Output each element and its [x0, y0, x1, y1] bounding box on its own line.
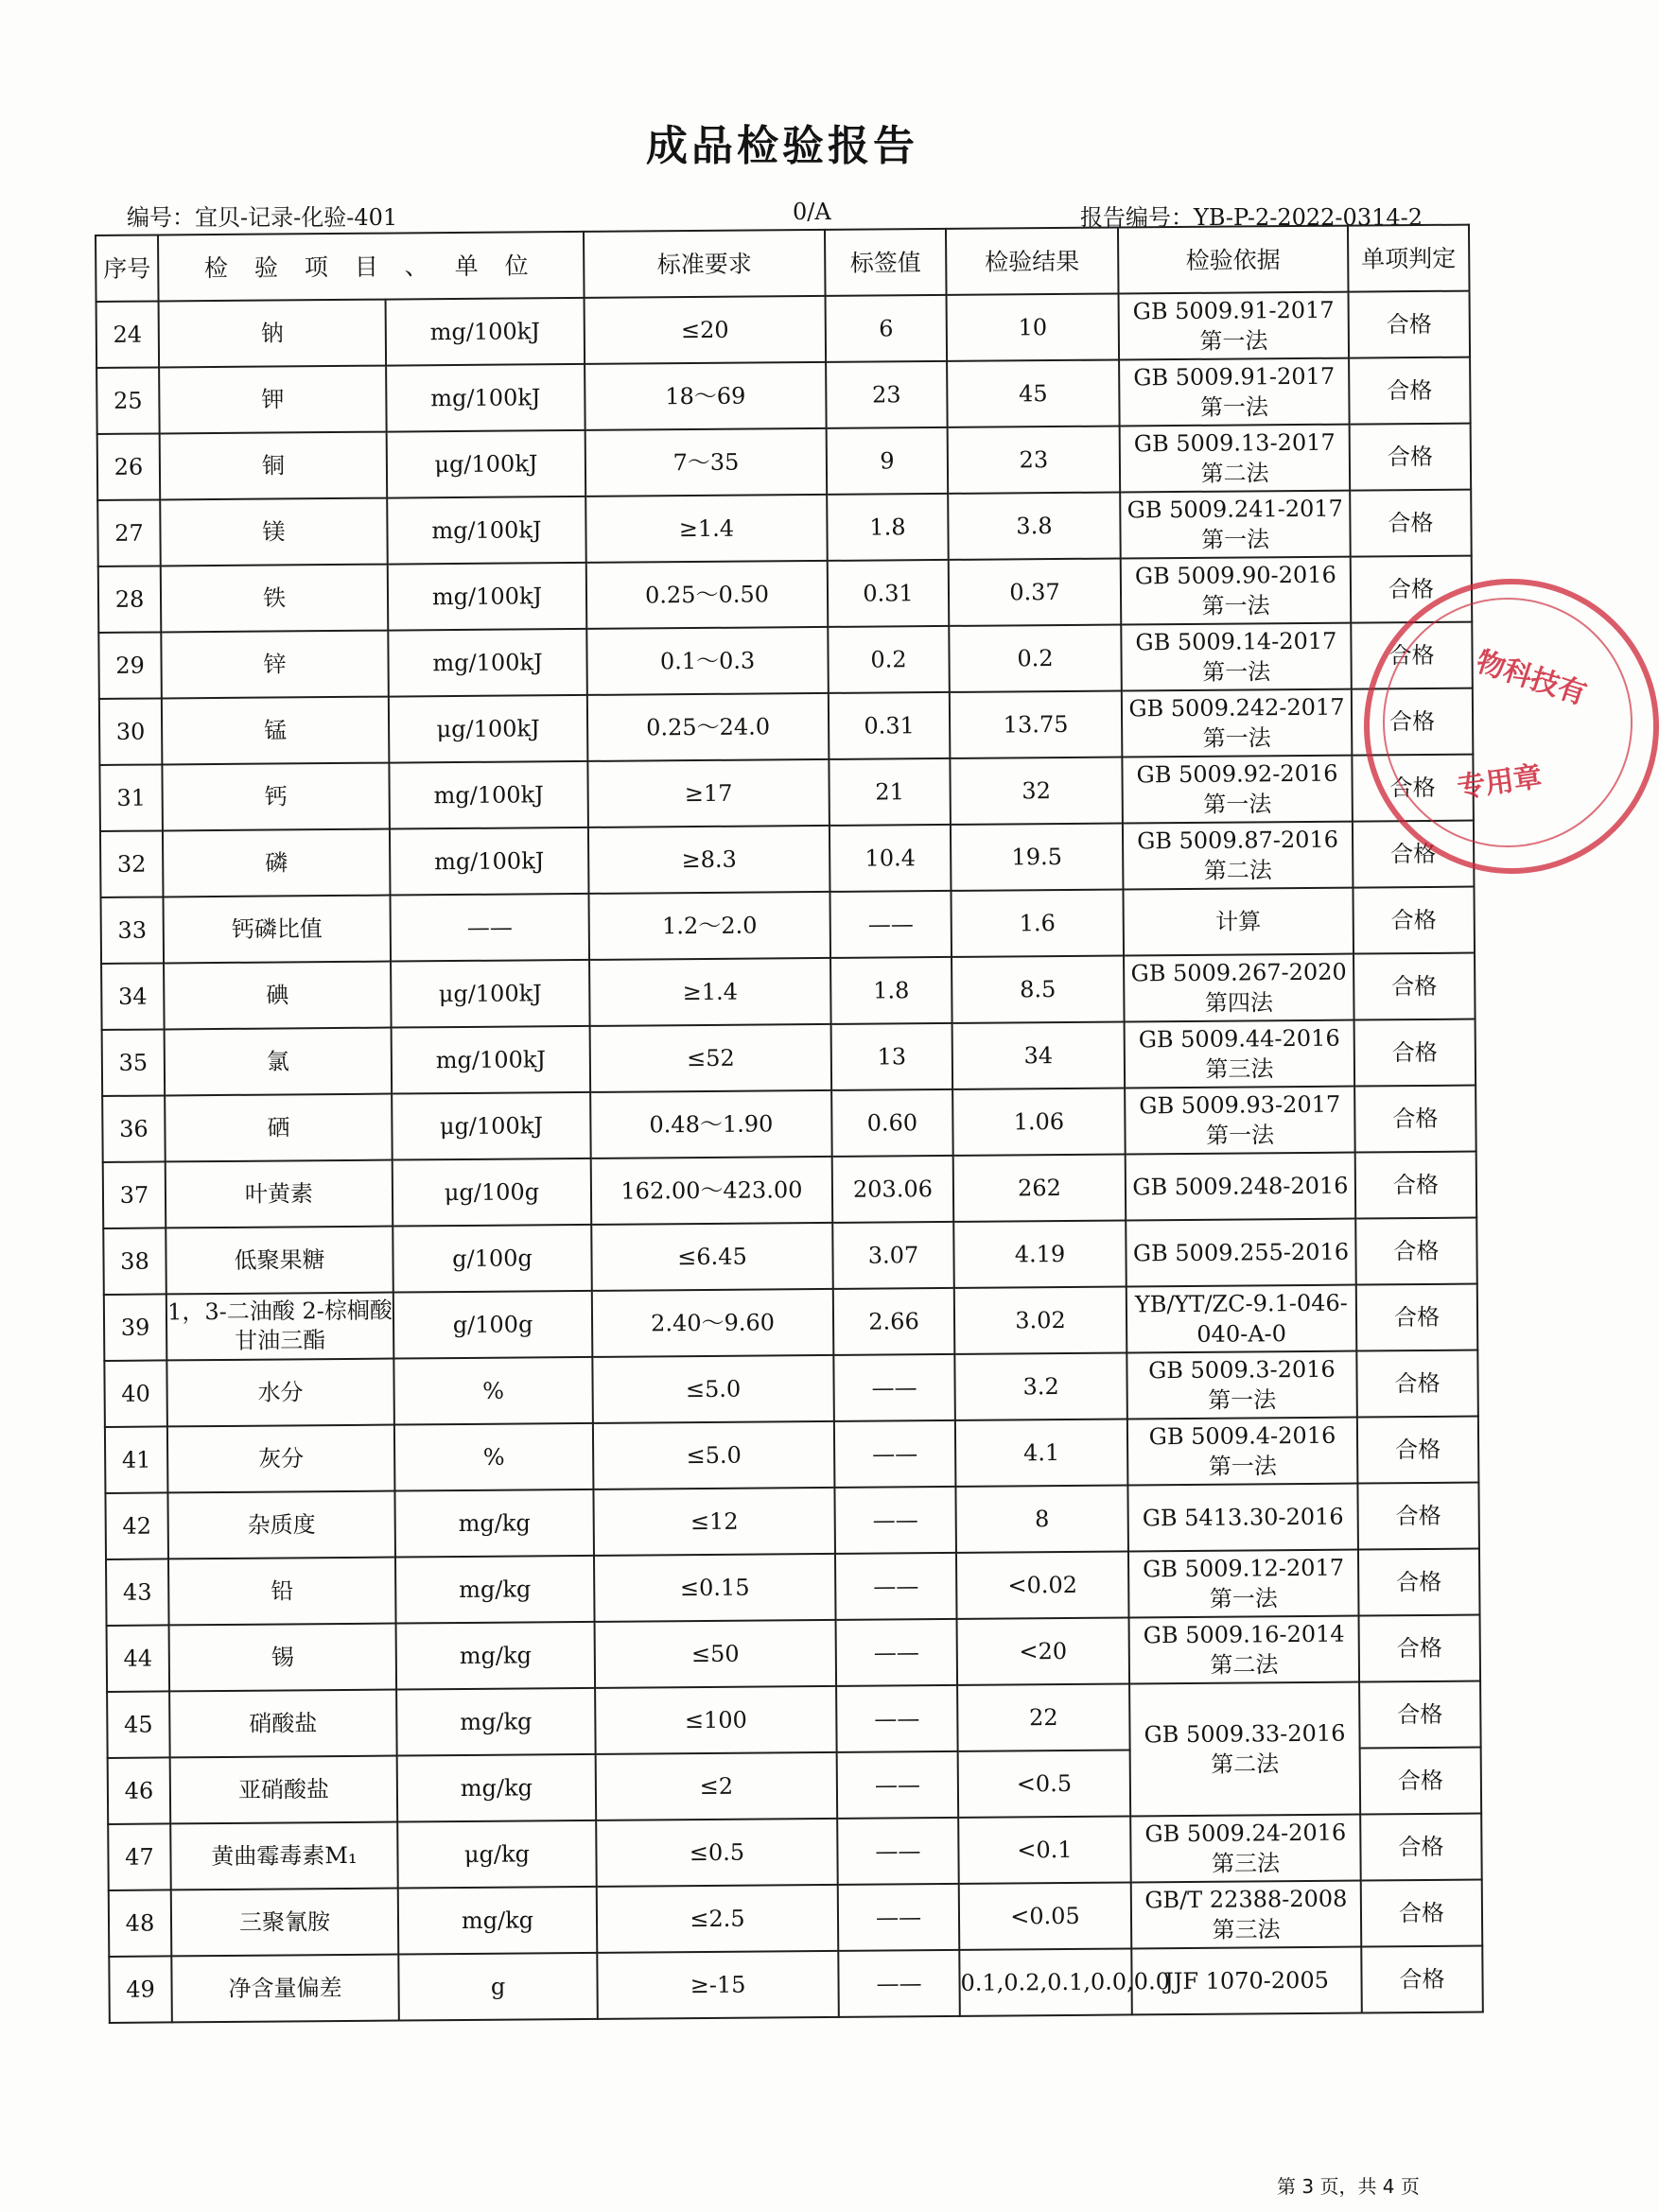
- cell-seq: 43: [106, 1559, 169, 1626]
- header-verdict: 单项判定: [1348, 225, 1470, 292]
- cell-unit: mg/kg: [394, 1489, 594, 1558]
- basis-standard: GB 5009.12-2017: [1143, 1554, 1345, 1583]
- cell-item: 铁: [161, 565, 389, 633]
- cell-unit: mg/100kJ: [386, 364, 585, 432]
- cell-standard: ≤6.45: [591, 1223, 833, 1291]
- cell-verdict: 合格: [1359, 1681, 1481, 1749]
- cell-label-value: ——: [837, 1818, 959, 1885]
- cell-basis: [1131, 1947, 1362, 2015]
- cell-basis: [1123, 888, 1353, 956]
- cell-label-value: 0.60: [831, 1089, 953, 1157]
- cell-item: 净含量偏差: [171, 1955, 399, 2023]
- cell-verdict: 合格: [1357, 1483, 1479, 1550]
- cell-verdict: 合格: [1360, 1814, 1482, 1881]
- table-row: [100, 821, 1475, 897]
- cell-unit: mg/100kJ: [388, 629, 587, 697]
- cell-unit: mg/100kJ: [389, 761, 588, 829]
- inspection-table-container: [95, 224, 1482, 2024]
- basis-method: 第一法: [1209, 1585, 1278, 1612]
- basis-standard: GB 5009.14-2017: [1135, 627, 1337, 656]
- cell-unit: μg/100kJ: [391, 960, 590, 1028]
- cell-unit: mg/100kJ: [386, 298, 585, 366]
- cell-unit: mg/kg: [397, 1754, 597, 1822]
- basis-standard: GB 5009.93-2017: [1139, 1090, 1341, 1120]
- cell-verdict: 合格: [1351, 622, 1473, 689]
- cell-label-value: ——: [837, 1751, 959, 1819]
- cell-standard: ≤100: [595, 1686, 837, 1754]
- cell-seq: 37: [103, 1161, 166, 1228]
- basis-method: 第一法: [1208, 1453, 1277, 1480]
- basis-method: 第三法: [1211, 1850, 1281, 1877]
- table-row: [105, 1417, 1479, 1493]
- table-row: [104, 1350, 1478, 1427]
- cell-item: 钾: [159, 366, 387, 434]
- cell-result: 3.02: [954, 1286, 1127, 1353]
- header-basis: 检验依据: [1118, 226, 1349, 294]
- basis-method: 第一法: [1202, 724, 1271, 752]
- page-number: 第 3 页，共 4 页: [1277, 2175, 1420, 2198]
- cell-basis: [1126, 1219, 1356, 1287]
- cell-standard: 2.40～9.60: [592, 1289, 834, 1357]
- cell-item: 水分: [166, 1359, 394, 1427]
- cell-item: 钙磷比值: [164, 896, 392, 964]
- cell-label-value: ——: [833, 1354, 955, 1421]
- inspection-table: [95, 224, 1484, 2024]
- cell-verdict: 合格: [1358, 1549, 1480, 1616]
- cell-item: 镁: [160, 498, 388, 566]
- cell-basis: [1120, 491, 1351, 559]
- basis-standard: GB/T 22388-2008: [1144, 1885, 1348, 1914]
- cell-seq: 24: [96, 301, 160, 368]
- cell-result: 34: [952, 1021, 1126, 1089]
- table-row: [103, 1152, 1477, 1228]
- cell-result: 19.5: [951, 823, 1124, 890]
- basis-method: 第三法: [1205, 1055, 1274, 1083]
- cell-basis: [1122, 689, 1353, 758]
- cell-basis: [1119, 358, 1350, 427]
- cell-result: 8: [955, 1485, 1128, 1552]
- table-row: [96, 291, 1471, 368]
- cell-seq: 49: [109, 1956, 172, 2023]
- table-row: [96, 357, 1471, 434]
- cell-label-value: 203.06: [832, 1156, 954, 1223]
- cell-seq: 27: [97, 499, 161, 566]
- cell-verdict: 合格: [1360, 1748, 1482, 1815]
- cell-unit: mg/100kJ: [388, 563, 587, 631]
- cell-item: 氯: [165, 1028, 393, 1096]
- table-row: [101, 953, 1476, 1030]
- cell-standard: ≥1.4: [589, 958, 831, 1026]
- cell-seq: 34: [101, 963, 165, 1030]
- cell-item: 铅: [168, 1558, 396, 1626]
- table-row: [102, 1086, 1476, 1162]
- basis-standard: GB 5009.24-2016: [1144, 1819, 1347, 1848]
- table-row: [97, 490, 1472, 566]
- cell-unit: mg/100kJ: [392, 1026, 591, 1094]
- cell-label-value: 10.4: [830, 825, 952, 892]
- cell-item: 1，3-二油酸 2-棕榈酸甘油三酯: [166, 1293, 394, 1361]
- cell-standard: ≤2.5: [597, 1885, 839, 1953]
- cell-standard: 162.00～423.00: [591, 1157, 833, 1225]
- header-label-value: 标签值: [825, 229, 947, 296]
- cell-verdict: 合格: [1352, 755, 1474, 822]
- cell-result: <20: [957, 1617, 1130, 1684]
- cell-standard: ≥-15: [597, 1951, 839, 2019]
- cell-seq: 41: [105, 1426, 168, 1493]
- basis-standard: GB 5009.248-2016: [1132, 1172, 1349, 1201]
- header-seq: 序号: [96, 235, 159, 302]
- cell-unit: μg/100kJ: [389, 695, 588, 763]
- cell-item: 钙: [162, 763, 390, 831]
- table-row: [104, 1284, 1478, 1361]
- cell-verdict: 合格: [1357, 1417, 1479, 1484]
- table-row: [99, 755, 1474, 831]
- cell-unit: g/100g: [393, 1225, 592, 1293]
- cell-result: 32: [950, 757, 1123, 824]
- cell-standard: 7～35: [585, 428, 828, 496]
- cell-item: 灰分: [167, 1425, 395, 1493]
- cell-basis: [1121, 623, 1352, 691]
- basis-standard: GB 5009.87-2016: [1137, 826, 1339, 855]
- cell-result: 1.06: [952, 1088, 1126, 1155]
- cell-label-value: 1.8: [830, 957, 952, 1024]
- cell-label-value: ——: [835, 1553, 957, 1620]
- cell-result: 4.19: [953, 1220, 1126, 1287]
- cell-unit: μg/kg: [397, 1820, 597, 1889]
- basis-method: 第一法: [1205, 1122, 1275, 1149]
- basis-standard: GB 5009.242-2017: [1128, 693, 1345, 723]
- cell-verdict: 合格: [1353, 821, 1475, 888]
- cell-result: <0.1: [958, 1816, 1131, 1883]
- cell-standard: ≤50: [595, 1620, 837, 1688]
- cell-verdict: 合格: [1350, 490, 1472, 557]
- basis-standard: GB 5413.30-2016: [1142, 1503, 1344, 1532]
- header-standard: 标准要求: [584, 230, 826, 298]
- cell-seq: 35: [102, 1029, 166, 1096]
- cell-result: <0.02: [956, 1551, 1129, 1618]
- cell-seq: 48: [109, 1890, 172, 1957]
- cell-result: 0.1,0.2,0.1,0.0,0.0: [959, 1948, 1132, 2015]
- cell-seq: 26: [97, 433, 161, 500]
- cell-unit: %: [394, 1423, 594, 1491]
- cell-unit: μg/100kJ: [392, 1092, 591, 1160]
- header-result: 检验结果: [946, 228, 1119, 295]
- basis-method: 第二法: [1211, 1750, 1280, 1778]
- cell-standard: ≤5.0: [592, 1355, 834, 1423]
- table-row: [97, 424, 1472, 500]
- cell-verdict: 合格: [1356, 1350, 1478, 1418]
- cell-standard: ≥17: [587, 759, 830, 827]
- cell-verdict: 合格: [1354, 1019, 1476, 1087]
- cell-item: 硒: [165, 1094, 393, 1162]
- basis-standard: GB 5009.16-2014: [1143, 1620, 1345, 1649]
- table-row: [109, 1946, 1483, 2023]
- basis-standard: GB 5009.90-2016: [1134, 561, 1336, 590]
- cell-label-value: ——: [838, 1884, 960, 1951]
- cell-standard: ≤12: [593, 1488, 835, 1556]
- cell-seq: 29: [98, 632, 162, 699]
- cell-item: 磷: [163, 829, 391, 897]
- basis-standard: 计算: [1215, 908, 1262, 935]
- cell-label-value: 0.31: [829, 692, 951, 759]
- cell-result: 13.75: [950, 690, 1123, 758]
- cell-basis: [1123, 822, 1353, 890]
- basis-standard: GB 5009.3-2016: [1148, 1355, 1336, 1385]
- cell-basis: [1130, 1815, 1361, 1883]
- cell-result: 22: [957, 1683, 1130, 1750]
- seal-text-bottom: 专用章: [1455, 759, 1545, 806]
- cell-seq: 39: [104, 1294, 167, 1361]
- cell-basis: [1127, 1484, 1358, 1552]
- basis-method: 第二法: [1203, 857, 1272, 884]
- cell-label-value: 13: [831, 1023, 953, 1090]
- cell-basis: [1131, 1881, 1362, 1949]
- cell-label-value: 21: [829, 758, 951, 826]
- cell-item: 锌: [161, 631, 389, 699]
- cell-basis: [1125, 1020, 1355, 1089]
- basis-method: 第二法: [1210, 1651, 1279, 1679]
- cell-basis: [1126, 1351, 1357, 1420]
- cell-basis: [1121, 557, 1352, 625]
- cell-standard: ≥1.4: [585, 495, 828, 563]
- cell-result: 1.6: [951, 889, 1124, 956]
- cell-verdict: 合格: [1350, 424, 1472, 491]
- cell-item: 钠: [159, 300, 387, 368]
- cell-result: 23: [948, 426, 1121, 493]
- cell-item: 碘: [164, 962, 392, 1030]
- cell-label-value: ——: [830, 891, 952, 958]
- cell-result: <0.5: [958, 1750, 1131, 1817]
- cell-standard: 0.1～0.3: [586, 627, 829, 695]
- cell-item: 硝酸盐: [169, 1690, 397, 1758]
- cell-seq: 28: [98, 566, 162, 633]
- record-number: 编号：宜贝-记录-化验-401: [127, 204, 398, 231]
- basis-standard: GB 5009.241-2017: [1126, 495, 1343, 524]
- cell-verdict: 合格: [1349, 291, 1471, 358]
- table-row: [101, 887, 1476, 964]
- basis-standard: GB 5009.33-2016: [1144, 1719, 1346, 1749]
- cell-item: 杂质度: [167, 1491, 395, 1559]
- cell-label-value: ——: [834, 1487, 956, 1554]
- cell-seq: 38: [103, 1228, 166, 1295]
- cell-seq: 32: [100, 830, 164, 897]
- cell-result: 0.37: [949, 558, 1122, 625]
- cell-verdict: 合格: [1353, 887, 1475, 954]
- cell-result: 45: [947, 359, 1120, 427]
- cell-label-value: 3.07: [832, 1222, 954, 1289]
- cell-seq: 44: [107, 1625, 170, 1692]
- basis-method: 第二法: [1200, 460, 1269, 487]
- cell-basis: [1119, 292, 1350, 360]
- cell-standard: ≤0.5: [596, 1819, 838, 1887]
- header-row: [96, 225, 1470, 302]
- cell-unit: mg/100kJ: [390, 827, 589, 896]
- cell-item: 锡: [169, 1624, 397, 1692]
- cell-unit: μg/100g: [393, 1158, 592, 1227]
- cell-basis: [1129, 1682, 1360, 1817]
- cell-result: 4.1: [955, 1419, 1128, 1486]
- cell-verdict: 合格: [1356, 1284, 1478, 1351]
- table-row: [107, 1681, 1481, 1758]
- basis-standard: GB 5009.267-2020: [1130, 958, 1347, 987]
- cell-verdict: 合格: [1351, 556, 1473, 623]
- cell-verdict: 合格: [1354, 1086, 1476, 1153]
- cell-label-value: 0.31: [828, 560, 950, 627]
- cell-item: 锰: [162, 697, 390, 765]
- table-row: [103, 1218, 1477, 1295]
- cell-unit: mg/100kJ: [387, 496, 586, 565]
- cell-result: <0.05: [959, 1882, 1132, 1949]
- basis-standard: YB/YT/ZC-9.1-046-040-A-0: [1134, 1289, 1348, 1348]
- cell-standard: 18～69: [585, 362, 827, 430]
- cell-item: 铜: [160, 432, 388, 500]
- page-title: 成品检验报告: [646, 122, 918, 170]
- cell-standard: 1.2～2.0: [588, 892, 830, 960]
- report-number: 报告编号：YB-P-2-2022-0314-2: [1080, 204, 1423, 231]
- basis-method: 第一法: [1201, 592, 1270, 619]
- cell-basis: [1122, 756, 1353, 824]
- cell-seq: 33: [101, 897, 165, 964]
- cell-basis: [1129, 1616, 1360, 1684]
- cell-basis: [1128, 1550, 1359, 1618]
- basis-standard: GB 5009.91-2017: [1133, 362, 1336, 392]
- basis-method: 第一法: [1200, 526, 1270, 553]
- cell-seq: 40: [104, 1360, 167, 1427]
- seal-text-top: 物科技有: [1472, 645, 1591, 712]
- cell-item: 三聚氰胺: [171, 1889, 399, 1957]
- cell-unit: μg/100kJ: [387, 430, 586, 498]
- cell-item: 亚硝酸盐: [170, 1756, 398, 1824]
- cell-label-value: ——: [836, 1685, 958, 1752]
- table-row: [105, 1483, 1479, 1559]
- cell-label-value: 1.8: [827, 494, 949, 561]
- cell-result: 3.2: [954, 1352, 1127, 1420]
- cell-seq: 36: [102, 1095, 166, 1162]
- cell-seq: 31: [99, 764, 163, 831]
- cell-result: 262: [953, 1154, 1126, 1221]
- basis-standard: GB 5009.13-2017: [1133, 428, 1336, 458]
- cell-label-value: 0.2: [828, 626, 950, 693]
- table-row: [102, 1019, 1476, 1096]
- cell-unit: %: [393, 1357, 593, 1425]
- table-row: [106, 1549, 1480, 1626]
- cell-label-value: 9: [827, 427, 949, 495]
- cell-basis: [1120, 425, 1351, 493]
- basis-method: 第一法: [1199, 327, 1268, 355]
- cell-verdict: 合格: [1349, 357, 1471, 425]
- basis-method: 第一法: [1199, 393, 1269, 421]
- cell-unit: g: [398, 1953, 598, 2021]
- table-row: [107, 1615, 1481, 1692]
- cell-basis: [1124, 954, 1354, 1022]
- cell-basis: [1126, 1153, 1356, 1221]
- basis-method: 第三法: [1212, 1916, 1281, 1943]
- cell-label-value: ——: [836, 1619, 958, 1686]
- basis-method: 第一法: [1208, 1386, 1277, 1414]
- cell-unit: g/100g: [393, 1291, 593, 1359]
- basis-standard: GB 5009.92-2016: [1136, 759, 1338, 789]
- cell-seq: 46: [108, 1757, 171, 1824]
- cell-unit: mg/kg: [398, 1887, 598, 1955]
- basis-standard: GB 5009.255-2016: [1132, 1238, 1350, 1267]
- table-row: [98, 622, 1473, 699]
- cell-item: 黄曲霉毒素M₁: [170, 1822, 398, 1890]
- cell-basis: [1125, 1087, 1355, 1155]
- cell-label-value: 6: [826, 295, 948, 362]
- cell-label-value: 2.66: [833, 1288, 955, 1355]
- cell-unit: ——: [390, 894, 589, 962]
- cell-standard: 0.48～1.90: [590, 1090, 832, 1158]
- cell-unit: mg/kg: [396, 1688, 596, 1756]
- cell-standard: ≤5.0: [593, 1421, 835, 1489]
- cell-label-value: ——: [838, 1950, 960, 2017]
- cell-seq: 25: [96, 367, 160, 434]
- cell-verdict: 合格: [1355, 1218, 1477, 1285]
- cell-basis: [1127, 1418, 1358, 1486]
- cell-standard: ≤52: [590, 1024, 832, 1092]
- version-label: 0/A: [793, 199, 831, 225]
- cell-standard: ≥8.3: [588, 826, 830, 894]
- cell-result: 8.5: [952, 955, 1125, 1022]
- cell-label-value: 23: [826, 361, 948, 428]
- cell-result: 3.8: [948, 492, 1121, 559]
- cell-unit: mg/kg: [395, 1556, 595, 1624]
- cell-seq: 42: [105, 1492, 168, 1559]
- cell-standard: 0.25～24.0: [587, 693, 830, 761]
- cell-seq: 30: [99, 698, 163, 765]
- cell-result: 0.2: [949, 624, 1122, 691]
- cell-verdict: 合格: [1361, 1880, 1483, 1947]
- table-row: [109, 1880, 1483, 1957]
- basis-method: 第一法: [1203, 791, 1272, 818]
- cell-standard: ≤0.15: [594, 1554, 836, 1622]
- header-item-unit: 检 验 项 目 、 单 位: [158, 232, 585, 302]
- cell-verdict: 合格: [1359, 1615, 1481, 1682]
- basis-standard: GB 5009.91-2017: [1132, 296, 1335, 325]
- table-row: [108, 1814, 1482, 1890]
- cell-seq: 45: [107, 1691, 170, 1758]
- cell-standard: 0.25～0.50: [586, 561, 829, 629]
- cell-result: 10: [947, 293, 1120, 360]
- cell-verdict: 合格: [1361, 1946, 1483, 2013]
- cell-verdict: 合格: [1353, 953, 1476, 1020]
- basis-method: 第一法: [1202, 658, 1271, 686]
- cell-label-value: ——: [834, 1420, 956, 1488]
- basis-standard: GB 5009.4-2016: [1148, 1421, 1336, 1451]
- table-row: [99, 688, 1474, 765]
- cell-item: 叶黄素: [166, 1160, 393, 1228]
- cell-verdict: 合格: [1355, 1152, 1477, 1219]
- cell-item: 低聚果糖: [166, 1227, 393, 1295]
- basis-method: 第四法: [1204, 989, 1274, 1017]
- cell-standard: ≤2: [596, 1752, 838, 1820]
- basis-standard: JJF 1070-2005: [1164, 1966, 1330, 1995]
- cell-basis: [1126, 1285, 1357, 1353]
- table-row: [98, 556, 1473, 633]
- basis-standard: GB 5009.44-2016: [1138, 1024, 1340, 1054]
- cell-unit: mg/kg: [396, 1622, 596, 1690]
- cell-verdict: 合格: [1352, 688, 1474, 756]
- cell-standard: ≤20: [585, 296, 827, 364]
- cell-seq: 47: [108, 1823, 171, 1890]
